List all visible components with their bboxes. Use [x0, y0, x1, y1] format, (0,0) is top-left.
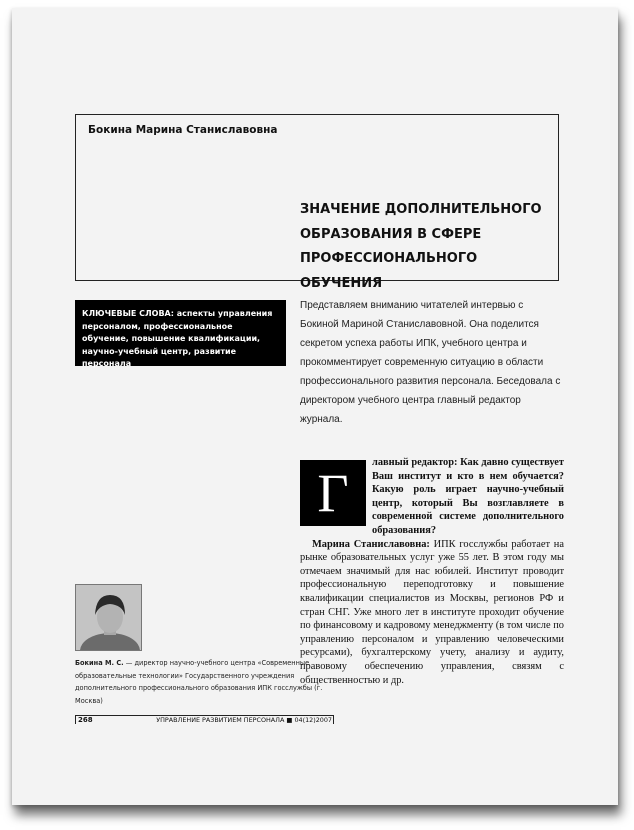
keywords-text: аспекты управления персоналом, профессиональное обучение, повышение квалификации, научно-учебный центр, развитие персонала: [82, 309, 273, 368]
title-line-1: ЗНАЧЕНИЕ ДОПОЛНИТЕЛЬНОГО: [300, 202, 542, 217]
keywords-box: [75, 300, 286, 366]
footer-rule-left: [75, 715, 76, 724]
journal-footer: [150, 716, 332, 724]
journal-issue: 04(12)2007: [294, 716, 332, 724]
article-title: [300, 198, 550, 296]
interview-answer: ИПК госслужбы работает на рынке образовательных услуг уже 55 лет. В этом году мы отмечаем значимый для нас юбилей. Институт проводит профессиональную переподготовку и повышение квалификации специалистов из Москвы, регионов РФ и стран СНГ. Уже много лет в институте проходит обучение по финансовому и кадровому менеджменту (в том числе по управлению персоналом и управлению человеческими ресурсами), бухгалтерскому учету, анализу и аудиту, правовому обеспечению управления, связям с общественностью и др.: [300, 538, 564, 686]
lead-paragraph: Представляем вниманию читателей интервью с Бокиной Мариной Станиславовной. Она поделится секретом успеха работы ИПК, учебного центра и прокомментирует современную ситуацию в области профессионального развития персонала. Беседовала с директором учебного центра главный редактор журнала.: [300, 300, 561, 425]
title-line-3: ПРОФЕССИОНАЛЬНОГО ОБУЧЕНИЯ: [300, 251, 478, 291]
author-name: Бокина Марина Станиславовна: [88, 124, 278, 136]
caption-text: — директор научно-учебного центра «Современные образовательные технологии» Государственного учреждения дополнительного профессионального образования ИПК госслужбы (г. Москва): [75, 659, 323, 705]
drop-cap: Г: [300, 460, 366, 526]
answer-speaker: Марина Станиславовна:: [312, 538, 430, 550]
keywords-label: КЛЮЧЕВЫЕ СЛОВА:: [82, 309, 174, 318]
caption-name: Бокина М. С.: [75, 659, 124, 667]
interview-text: [300, 456, 564, 687]
author-photo: [75, 584, 142, 651]
square-icon: ■: [286, 716, 293, 724]
journal-name: УПРАВЛЕНИЕ РАЗВИТИЕМ ПЕРСОНАЛА: [156, 716, 285, 724]
title-line-2: ОБРАЗОВАНИЯ В СФЕРЕ: [300, 226, 482, 242]
photo-caption: [75, 657, 340, 707]
interview-question: лавный редактор: Как давно существует Ваш институт и кто в нем обучается? Какую роль играет научно-учебный центр, который Вы возглавляете в современной системе дополнительного образования?: [372, 457, 564, 536]
page-number: 268: [78, 716, 93, 724]
footer-rule-right: [333, 715, 334, 724]
